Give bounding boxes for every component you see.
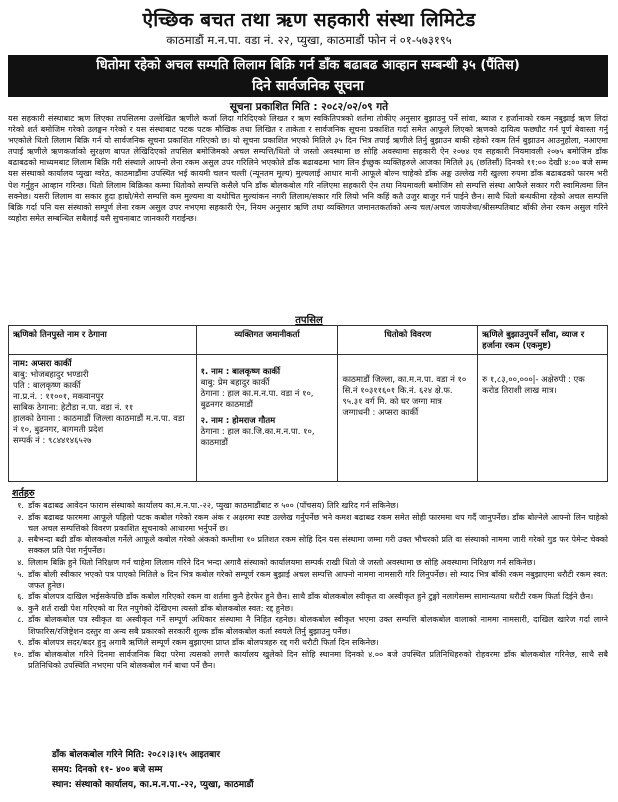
condition-number: ७.: [17, 603, 24, 613]
condition-item: [8, 500, 608, 511]
condition-number: १.: [17, 501, 24, 510]
organization-address: काठमाडौं म.न.पा. वडा नं. २२, प्युखा, काठमाडौं फोन नं ०१-५७३१९५: [166, 33, 452, 47]
borrower-current-address: हालको ठेगाना : काठमाडौं जिल्ला काठमाडौं म.न.पा. वडा नं १०, बुढनगर, बागमती प्रदेश: [13, 413, 185, 434]
schedule-caption: तपसिल: [295, 315, 323, 326]
header-collateral: धितोको विवरण: [338, 326, 478, 355]
guarantor-1-father: बाबु: प्रेम बहादुर कार्की: [200, 377, 270, 387]
condition-number: ३.: [17, 535, 24, 545]
condition-item: [8, 569, 608, 591]
condition-text: डाँक बोलकबोल पत्र स्वीकृत वा अस्वीकृत गर्ने सम्पूर्ण अधिकार संस्थामा नै निहित रहनेछ। बोलकबोल स्वीकृत भएमा उक्त सम्पत्ति बोलकबोल वालाको नाममा नामसारी, दाखिल खारेज गर्दा लाग्ने शिफारिस/रजिष्ट्रेशन दस्तुर वा अन्य सबै प्रकारको सरकारी शुल्क डाँक बोलकबोल कर्ता स्वयले तिर्नु बुझाउनु पर्नेछ।: [28, 615, 608, 636]
amount-cell: [478, 355, 608, 482]
condition-item: [8, 603, 608, 614]
condition-item: [8, 534, 608, 556]
condition-item: [8, 591, 608, 602]
condition-item: [8, 557, 608, 568]
borrower-contact: सम्पर्क नं : ९८४४१४६५२७: [13, 435, 92, 445]
condition-text: डाँक बढाबढ फारममा आफूले पहिलो पटक कबोल गरेको रकम अंक र अक्षरमा स्पष्ट उल्लेख गर्नुपर्नेछ भने कमश बढाबढ रकम समेत सोही फारममा थप गर्दै जानुपर्नेछ। डाँक बोल्नेले आफ्नो लिन चाहेको चल अचल सम्पत्तिको विवरण प्रकाशित सूचनाको आधारमा भर्नुपर्ने छ।: [28, 512, 608, 533]
notice-title-line2: दिने सार्वजनिक सूचना: [252, 78, 364, 94]
auction-date: डाँक बोलकबोल गरिने मिति: २०८२।३।१५ आइतबार: [52, 750, 221, 760]
header-amount: ऋणिले बुझाउनुपर्ने साँवा, व्याज र हर्जाना रकम (एकमुष्ट): [478, 326, 608, 355]
condition-item: [8, 614, 608, 636]
borrower-father: बाबु: भोजबहादुर भण्डारी: [13, 369, 89, 379]
collateral-owner: जग्गाधनी : अप्सरा कार्की: [342, 407, 419, 417]
condition-number: ६.: [17, 592, 24, 602]
condition-text: सबैभन्दा बढी डाँक बोलकबोल गर्नेले आफूले कबोल गरेको अंकको कम्तीमा १० प्रतिशत रकम सोहि दिन यस संस्थामा जम्मा गरी उक्त भौचरको प्रति वा संस्थाको नाममा जारी गरेको गुड फर पेमेन्ट चेक्को सक्कल प्रति पेश गर्नुपर्नेछ।: [28, 535, 608, 556]
collateral-description: काठमाडौं जिल्ला, का.म.न.पा. वडा नं १० सि.नं १०३११६०१ कि.नं. ६२४ क्षे.फ. ९५.३१ वर्ग मि. को घर जग्गा मात्र: [342, 374, 467, 406]
condition-number: ५.: [17, 569, 24, 579]
guarantor-1-address: ठेगाना : हाल का.म.न.पा. वडा नं १०, बुढनगर काठमाडौं: [200, 388, 314, 409]
condition-text: लिलाम बिक्रि हुने धितो निरिक्षण गर्न चाहेमा लिलाम गरिने दिन भन्दा अगावै संस्थाको कार्यालयमा सम्पर्क राखी धितो जे जस्तो अवस्थामा छ सोहि अवस्थामा निरिक्षण गर्न सकिनेछ।: [28, 557, 536, 567]
schedule-table: [8, 325, 608, 482]
guarantor-2-address: ठेगाना : हाल का.जि.का.म.न.पा. १०, काठमाडौं: [200, 426, 315, 447]
guarantor-1-name: १. नाम : बालकृष्ण कार्की: [200, 366, 281, 376]
organization-name: ऐच्छिक बचत तथा ऋण सहकारी संस्था लिमिटेड: [142, 9, 476, 31]
borrower-cell: [9, 355, 197, 482]
condition-item: [8, 512, 608, 534]
conditions-heading: शर्तहरु: [12, 488, 35, 499]
borrower-citizenship: ना.प्र.नं. : ११००१, मकवानपुर: [13, 391, 104, 401]
condition-item: [8, 649, 608, 671]
notice-publish-date: सूचना प्रकाशित मिति : २०८२/०२/०९ गते: [229, 101, 389, 113]
condition-number: ८.: [17, 615, 24, 625]
amount-due: रु १,८३,००,०००|- अक्षेरुपी : एक करोड तिराशी लाख मात्र।: [482, 374, 585, 395]
condition-text: डाँक बोलपत्र सदर/बदर हुनु अगावै ऋणिले सम्पूर्ण रकम बुझाएमा प्राप्त डाँक बोलपत्रहरु रद्द गरी धरौटी फिर्ता दिन सकिनेछ।: [28, 638, 379, 648]
header-borrower: ऋणिको तिनपुस्ते नाम र ठेगाना: [9, 326, 197, 355]
borrower-old-address: साबिक ठेगाना: हेटौडा न.पा. वडा नं. ११: [13, 402, 134, 412]
schedule-data-row: [9, 355, 608, 482]
guarantor-2-name: २. नाम : होमराज गौतम: [200, 415, 276, 425]
condition-number: १०.: [13, 649, 24, 659]
notice-title-line1: धितोमा रहेको अचल सम्पति लिलाम बिक्रि गर्न डाँक बढाबढ आव्हान सम्बन्धी ३५ (पैंतिस): [96, 58, 520, 73]
borrower-name: नाम: अप्सरा कार्की: [13, 358, 72, 368]
condition-number: २.: [17, 512, 24, 522]
condition-number: ४.: [17, 557, 24, 567]
notice-body-paragraph: यस सहकारी संस्थाबाट ऋण लिएका तपसिलमा उल्लेखित ऋणीले कर्जा लिदा गरिदिएको लिखत र ऋण स्वकितिपत्रको शर्तमा तोकीए अनुसार बुझाउनु पर्ने सांवा, ब्याज र हर्जानाको रकम नबुझाई ऋण लिदां गरेको शर्त बमोजिम गरेको उलङ्घन गरेको र यस संस्थाबाट पटक पटक मौखिक तथा लिखित र ताकेता र सार्वजनिक सूचना प्रकाशित गर्दा समेत आफूले लिएको ऋणको दायित्व फछ्यौट गर्न पूर्ण बेवास्ता गर्नु भएकोले धितो लिलाम बिक्रि गर्न यो सार्वजनिक सूचना प्रकाशित गरिएको छ। यो सूचना प्रकाशित भएको मितिले ३५ दिन भित्र तपाई ऋणीले तिर्नु बुझाउन बाकी रहेको रकम तिर्न बुझाउन आउनुहोला, नआएमा तपाई ऋणीले ऋणकर्जाको सुरक्षण बापत लेखिदिएको तपसिल बमोजिमको अचल सम्पत्ति/धितो जे जस्तो अवस्थामा छ सोहि अवस्थामा सहकारी ऐन २०७४ एव सहकारी नियमावली २०७५ बमोजिम डाँक बढाबढको माध्यमबाट लिलाम बिक्रि गरी संस्थाले आफ्नो लेना रकम असुल उपर गरिलिने भएकोले डाँक बढाबढमा भाग लिन ईच्छुक व्यक्तिहरुले आजका मितिले ३६ (छतिसौं) दिनको ११:०० देखी ४:०० बजे सम्म यस संस्थाको कार्यालय प्युखा ग्वरेठ, काठमाडौंमा उपस्थित भई कायमी चलन चल्ती (न्यूनतम मूल्य) मुल्यलाई आधार मानी आफूले बोल्न चाहेको डाँक अङ्क उल्लेख गरी खुल्ला रुपमा डाँक बढाबढको फारम भरी पेश गर्नुहुन आव्हान गरिन्छ। धितो लिलाम बिक्रिका कम्मा धितोको सम्पत्ति कसैले पनि डाँक बोलकबोल गरि नलिएमा सहकारी ऐन तथा नियमावली बमोजिम सो सम्पत्ति संस्था आफैले सकार गरी स्वामित्वमा लिन सक्नेछ। यसरी लिलाम वा सकार हुदा हाम्रो/मेरो सम्पत्ति कम मुल्यमा वा यथोचित मुल्यांकन नगरी लिलाम/सकार गरि लियो भनि कहिं कतै उजुर बाजुर गर्न पाईने छैन। साथै धितो बन्धकीमा रहेको अचल सम्पत्ति बिक्रि गर्दा पनि यस संस्थाको सम्पूर्ण लेना रकम असुल उपर नभएमा सहकारी ऐन, नियम अनुसार ऋणि तथा व्यक्तिगत जमानतकर्ताको अन्य चल/अचल जायजेथा/श्रीसम्पतिबाट बाँकी लेना रकम असुल गरिने व्यहोरा समेत सम्बन्धित सबैलाई यसै सुचनाबाट जानकारी गराईन्छ।: [8, 114, 608, 223]
condition-item: [8, 637, 608, 648]
conditions-list: [8, 500, 608, 743]
condition-text: डाँक बोली स्वीकार भएको पत्र पाएको मितिले ७ दिन भित्र कबोल गरेको सम्पूर्ण रकम बुझाई अचल सम्पत्ति आफ्नो नाममा नामसारी गरि लिनुपर्नेछ। सो म्याद भित्र बाँकी रकम नबुझाएमा धरौटी रकम स्वत: जफत हुनेछ।: [28, 569, 608, 590]
condition-text: डाँक बढाबढ आवेदन फाराम संस्थाको कार्यालय का.म.न.पा.-२२, प्युखा काठमाडौंबाट रु ५०० (पाँचसय) तिरि खरिद गर्न सकिनेछ।: [28, 501, 399, 510]
condition-number: ९.: [17, 638, 24, 648]
condition-text: कुनै शर्त राखी पेश गरिएको वा रित नपुगेको देखिएमा त्यस्तो डाँक बोलकबोल स्वत: रद्द हुनेछ।: [28, 603, 294, 613]
guarantor-cell: [196, 355, 338, 482]
collateral-cell: [338, 355, 478, 482]
auction-details-footer: [52, 748, 254, 793]
notice-title-banner: [8, 55, 608, 97]
header-guarantor: व्यक्तिगत जमानीकर्ता: [196, 326, 338, 355]
condition-text: डाँक बोलपत्र दाखिल भईसकेपछि डाँक कबोल गरिएको रकम वा शर्तमा कुनै हेरफेर हुने छैन। साथै डाँक बोलकबोल स्वीकृत वा अस्वीकृत हुने टुङ्गो नलागेसम्म सामान्यतया धरौटी रकम फिर्ता दिईने छैन।: [28, 592, 594, 602]
auction-time: समय: दिनको ११- ४०० बजे सम्म: [52, 765, 163, 775]
borrower-husband: पति : बालकृष्ण कार्की: [13, 380, 81, 390]
condition-text: डाँक बोलकबोल गरिने दिनमा सार्वजनिक बिदा परेमा त्यसको लगत्तै कार्यालय खुलेको दिन सोहि स्थानमा दिनको ४.०० बजे उपस्थित प्रतिनिधिहरुको रोहवरमा डाँक बोलकबोल गरिनेछ, साथै सबै प्रतिनिधिको उपस्थिति नभएमा पनि बोलकबोल गर्न बाधा पर्ने छैन।: [28, 649, 608, 670]
schedule-header-row: [9, 326, 608, 355]
auction-venue: स्थान: संस्थाको कार्यालय, का.म.न.पा.-२२, प्युखा, काठमाडौं: [52, 780, 254, 790]
